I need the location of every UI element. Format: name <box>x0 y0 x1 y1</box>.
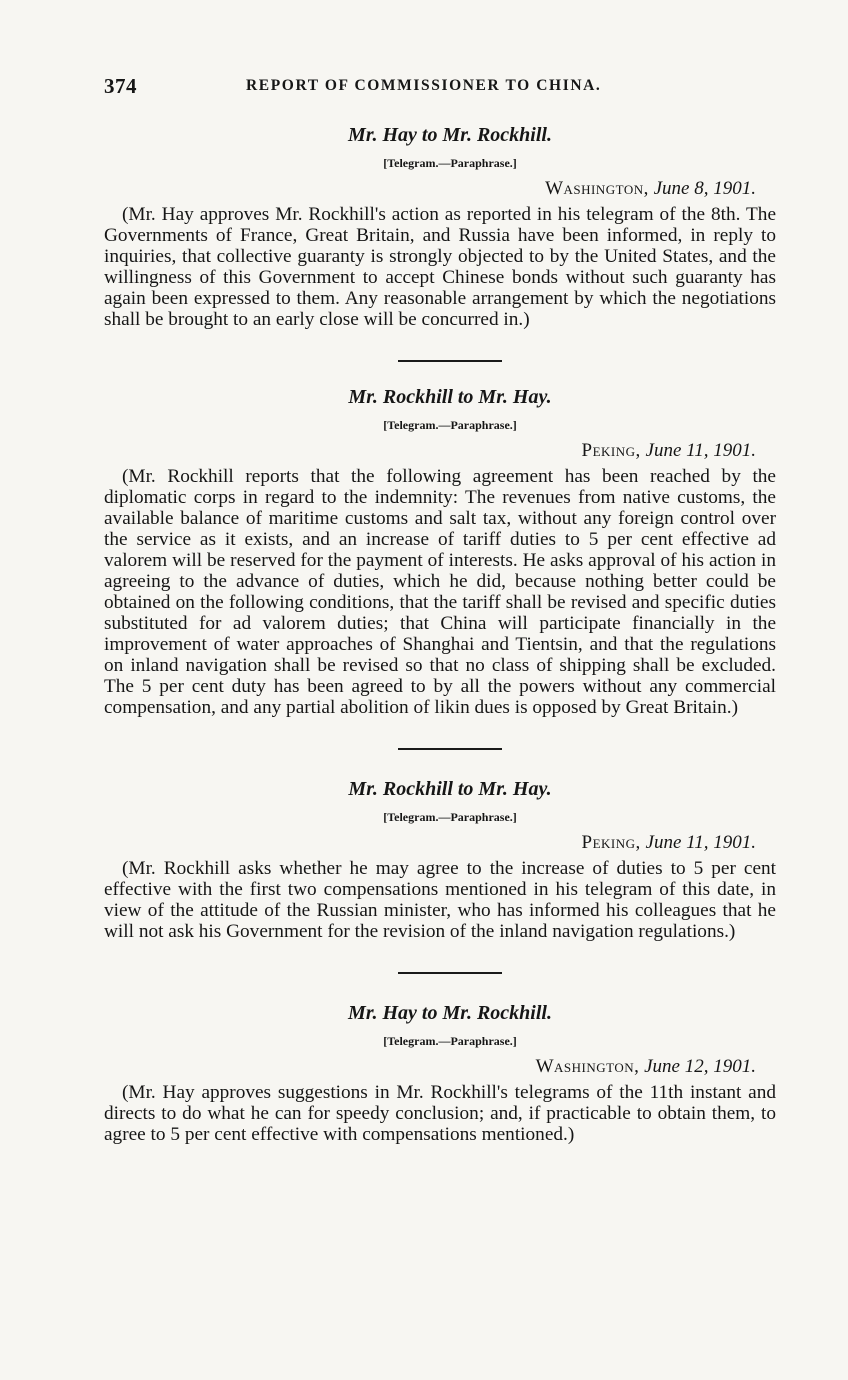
dateline <box>104 1055 776 1079</box>
telegram-body: (Mr. Rockhill asks whether he may agree to the increase of duties to 5 per cent effective with the first two compensations mentioned in his telegram of this date, in view of the attitude of the Russian minister, who has informed his colleagues that he will not ask his Government for the revision of the inland navigation regulations.) <box>104 858 776 942</box>
book-page <box>104 74 776 1145</box>
telegram-title: Mr. Hay to Mr. Rockhill. <box>348 1002 552 1024</box>
telegram-note: [Telegram.—Paraphrase.] <box>383 1034 517 1048</box>
telegram-entry <box>104 776 776 942</box>
telegram-note: [Telegram.—Paraphrase.] <box>383 418 517 432</box>
dateline-date: June 11, 1901. <box>645 440 756 461</box>
telegram-body: (Mr. Rockhill reports that the following agreement has been reached by the diplomatic corps in regard to the indemnity: The revenues from native customs, the available balance of maritime customs and salt tax, without any foreign control over the service as it exists, and an increase of tariff duties to 5 per cent effective ad valorem will be reserved for the payment of interests. He asks approval of his action in agreeing to the advance of duties, which he did, because nothing better could be obtained on the following conditions, that the tariff shall be revised and specific duties substituted for ad valorem duties; that China will participate financially in the improvement of water approaches of Shanghai and Tientsin, and that the regulations on inland navigation shall be revised so that no class of shipping shall be excluded. The 5 per cent duty has been agreed to by all the powers without any commercial compensation, and any partial abolition of likin dues is opposed by Great Britain.) <box>104 466 776 718</box>
telegram-entry <box>104 122 776 330</box>
section-divider <box>398 360 502 362</box>
dateline-date: June 11, 1901. <box>645 832 756 853</box>
dateline-place: Peking, <box>581 440 641 461</box>
dateline <box>104 439 776 463</box>
telegram-body: (Mr. Hay approves Mr. Rockhill's action as reported in his telegram of the 8th. The Governments of France, Great Britain, and Russia have been informed, in reply to inquiries, that collective guaranty is strongly objected to by the United States, and the willingness of this Government to accept Chinese bonds without such guaranty has again been expressed to them. Any reasonable arrangement by which the negotiations shall be brought to an early close will be concurred in.) <box>104 204 776 330</box>
dateline-place: Washington, <box>535 1056 640 1077</box>
telegram-note: [Telegram.—Paraphrase.] <box>383 156 517 170</box>
telegram-entry <box>104 1000 776 1145</box>
dateline-place: Peking, <box>581 832 641 853</box>
running-header <box>104 74 776 104</box>
section-divider <box>398 748 502 750</box>
dateline <box>104 177 776 201</box>
dateline-date: June 8, 1901. <box>653 178 756 199</box>
dateline-date: June 12, 1901. <box>644 1056 756 1077</box>
dateline-place: Washington, <box>545 178 649 199</box>
telegram-title: Mr. Rockhill to Mr. Hay. <box>348 386 552 408</box>
section-divider <box>398 972 502 974</box>
telegram-entry <box>104 384 776 718</box>
telegram-title: Mr. Hay to Mr. Rockhill. <box>348 124 552 146</box>
running-title: REPORT OF COMMISSIONER TO CHINA. <box>246 77 602 94</box>
dateline <box>104 831 776 855</box>
page-number: 374 <box>104 74 137 98</box>
telegram-title: Mr. Rockhill to Mr. Hay. <box>348 778 552 800</box>
telegram-note: [Telegram.—Paraphrase.] <box>383 810 517 824</box>
telegram-body: (Mr. Hay approves suggestions in Mr. Rockhill's telegrams of the 11th instant and directs to do what he can for speedy conclusion; and, if practicable to obtain them, to agree to 5 per cent effective with compensations mentioned.) <box>104 1082 776 1145</box>
